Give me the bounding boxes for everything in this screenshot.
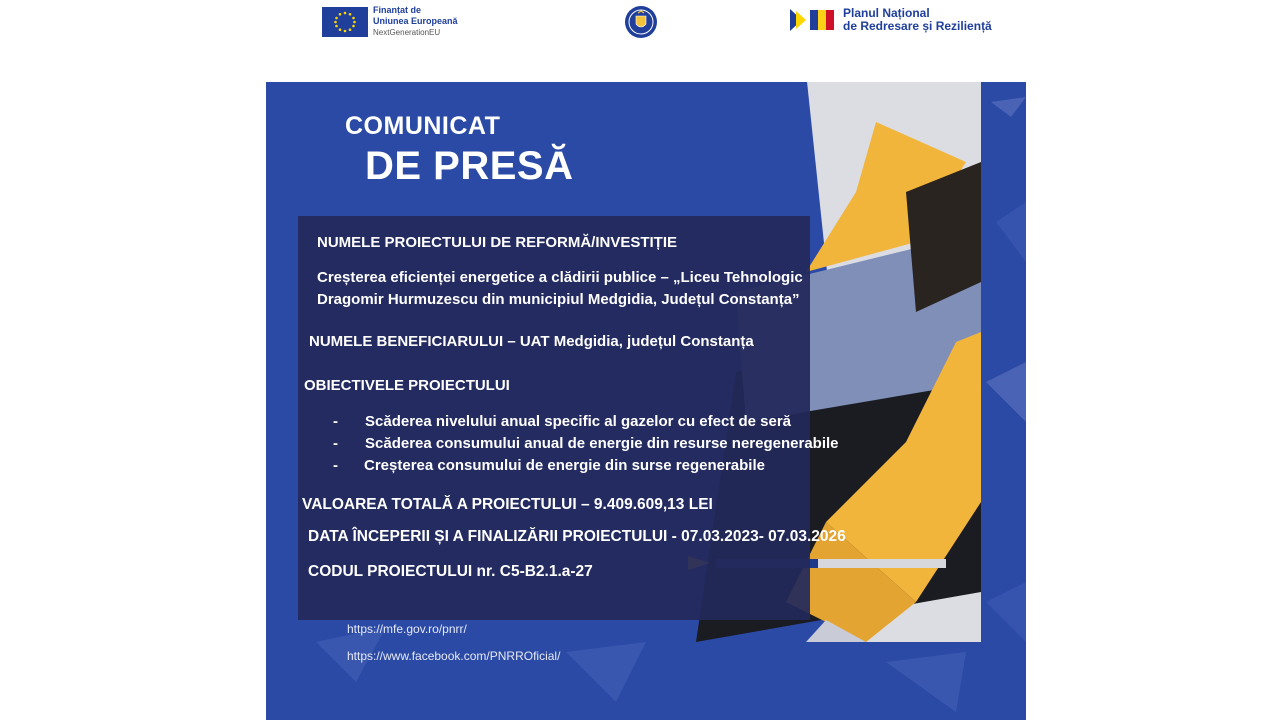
- project-code-line: CODUL PROIECTULUI nr. C5-B2.1.a-27: [308, 563, 593, 580]
- eu-flag-icon: [322, 7, 368, 37]
- pnrr-label: [843, 7, 992, 33]
- project-name-line-2: Dragomir Hurmuzescu din municipiul Medgidia, Județul Constanța”: [317, 291, 800, 308]
- eu-line-2: Uniunea Europeană: [373, 16, 458, 26]
- total-value-line: VALOAREA TOTALĂ A PROIECTULUI – 9.409.609,13 LEI: [302, 496, 713, 513]
- facebook-link[interactable]: https://www.facebook.com/PNRROficial/: [347, 649, 561, 663]
- eu-funding-label: [373, 5, 458, 38]
- objective-bullet: -: [333, 457, 338, 474]
- beneficiary-line: NUMELE BENEFICIARULUI – UAT Medgidia, județul Constanța: [309, 333, 754, 350]
- mfe-link[interactable]: https://mfe.gov.ro/pnrr/: [347, 622, 467, 636]
- pnrr-line-2: de Redresare și Reziliență: [843, 19, 992, 33]
- project-heading: NUMELE PROIECTULUI DE REFORMĂ/INVESTIȚIE: [317, 234, 678, 251]
- objective-bullet: -: [333, 435, 338, 452]
- objective-item-1: Scăderea nivelului anual specific al gazelor cu efect de seră: [365, 413, 792, 430]
- eu-line-3: NextGenerationEU: [373, 28, 441, 37]
- title-line-2: DE PRESĂ: [365, 144, 574, 188]
- objective-item-3: Creșterea consumului de energie din surse regenerabile: [364, 457, 765, 474]
- pnrr-flag-logo-icon: [790, 7, 840, 33]
- project-name-line-1: Creșterea eficienței energetice a clădirii publice – „Liceu Tehnologic: [317, 269, 803, 286]
- objective-item-2: Scăderea consumului anual de energie din resurse neregenerabile: [365, 435, 839, 452]
- eu-line-1: Finanțat de: [373, 5, 422, 15]
- objective-bullet: -: [333, 413, 338, 430]
- header: [0, 0, 1280, 50]
- pnrr-line-1: Planul Național: [843, 6, 930, 20]
- project-dates-line: DATA ÎNCEPERII ȘI A FINALIZĂRII PROIECTULUI - 07.03.2023- 07.03.2026: [308, 528, 846, 545]
- romania-government-emblem-icon: [624, 5, 658, 39]
- objectives-heading: OBIECTIVELE PROIECTULUI: [304, 377, 510, 394]
- title-line-1: COMUNICAT: [345, 112, 501, 140]
- press-release-poster: [266, 82, 1026, 720]
